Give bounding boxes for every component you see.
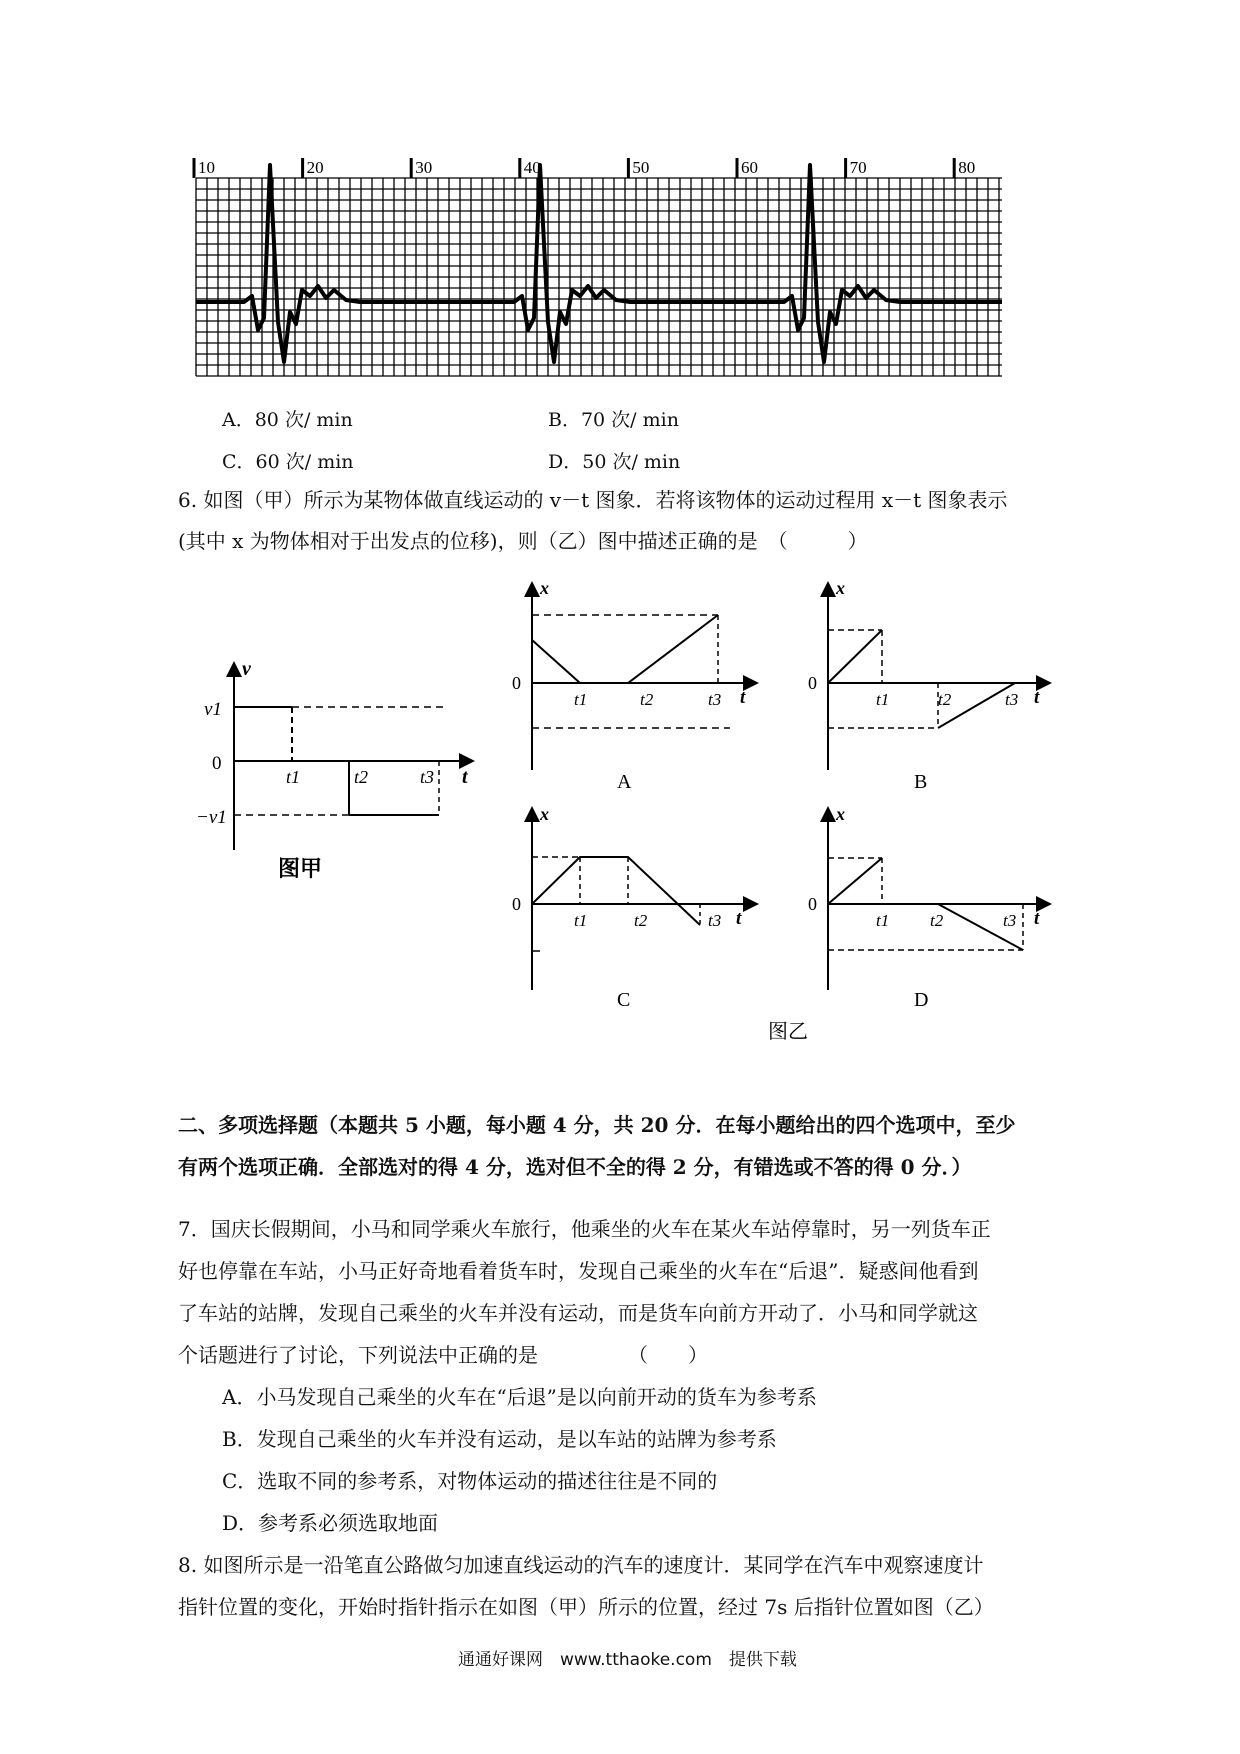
q5-option-a[interactable]: A．80 次/ min [222,409,353,431]
graph-b-x-label: x [836,578,845,598]
v1-label: v1 [204,699,222,720]
section2-heading-line2: 有两个选项正确．全部选对的得 4 分，选对但不全的得 2 分，有错选或不答的得 0 分．） [178,1155,972,1179]
graph-c-t3: t3 [708,911,722,930]
graph-a-x-label: x [540,578,549,598]
q7-option-b[interactable]: B．发现自己乘坐的火车并没有运动，是以车站的站牌为参考系 [222,1427,777,1451]
page-footer: 通通好课网 www.tthaoke.com 提供下载 [458,1650,797,1670]
graph-a-zero: 0 [512,673,521,693]
figure-yi-caption: 图乙 [768,1019,808,1043]
q5-option-d[interactable]: D．50 次/ min [548,451,681,473]
ecg-tick-label: 20 [306,158,324,177]
graph-a-t2: t2 [640,690,654,709]
graph-d-x-label: x [836,804,845,824]
q7-text-line1: 7．国庆长假期间，小马和同学乘火车旅行，他乘坐的火车在某火车站停靠时，另一列货车正 [178,1217,991,1241]
neg-v1-label: −v1 [196,807,227,828]
q7-text-line3: 了车站的站牌，发现自己乘坐的火车并没有运动，而是货车向前方开动了．小马和同学就这 [178,1301,978,1325]
graph-c-t-label: t [736,908,742,929]
graph-b-t3: t3 [1005,690,1019,709]
graph-d-t3: t3 [1003,911,1017,930]
graph-b-label: B [914,771,928,793]
q5-option-b[interactable]: B．70 次/ min [548,409,679,431]
q6-text-line2: (其中 x 为物体相对于出发点的位移)，则（乙）图中描述正确的是 （ ） [178,529,868,553]
graph-d[interactable] [808,804,1048,1011]
graph-b-zero: 0 [808,673,817,693]
figure-jia-vt [196,655,496,890]
q6-text-line1: 6. 如图（甲）所示为某物体做直线运动的 v－t 图象．若将该物体的运动过程用 x－t 图象表示 [178,488,1008,512]
ecg-tick-label: 30 [415,158,433,177]
q5-option-c[interactable]: C．60 次/ min [222,451,354,473]
zero-label: 0 [212,753,222,774]
ecg-tick-label: 40 [523,158,541,177]
ecg-tick-label: 70 [849,158,867,177]
q7-option-d[interactable]: D．参考系必须选取地面 [222,1511,439,1535]
ecg-tick-label: 10 [198,158,215,177]
graph-a-label: A [617,771,632,793]
ecg-tick-label: 80 [958,158,976,177]
graph-d-t-label: t [1034,908,1040,929]
figure-yi-xt [500,570,1070,1045]
graph-a[interactable] [512,578,755,793]
t2-label: t2 [354,767,369,787]
figure-jia-caption: 图甲 [278,857,323,882]
graph-c-zero: 0 [512,894,521,914]
section2-heading-line1: 二、多项选择题（本题共 5 小题，每小题 4 分，共 20 分．在每小题给出的四个选项中，至少 [178,1113,1016,1137]
graph-a-t-label: t [740,687,746,708]
q7-option-c[interactable]: C．选取不同的参考系，对物体运动的描述往往是不同的 [222,1469,718,1493]
ecg-ticks [194,158,975,178]
q8-text-line1: 8. 如图所示是一沿笔直公路做匀加速直线运动的汽车的速度计．某同学在汽车中观察速度计 [178,1553,984,1577]
graph-a-t1: t1 [574,690,588,709]
graph-b[interactable] [808,578,1048,793]
t1-label: t1 [286,767,301,787]
graph-d-label: D [914,989,929,1011]
graph-c-label: C [617,989,631,1011]
graph-d-zero: 0 [808,894,817,914]
graph-b-t1: t1 [876,690,890,709]
v-axis-label: v [242,658,251,680]
graph-c-x-label: x [540,804,549,824]
q8-text-line2: 指针位置的变化，开始时指针指示在如图（甲）所示的位置，经过 7s 后指针位置如图（乙） [178,1595,994,1619]
q7-option-a[interactable]: A．小马发现自己乘坐的火车在“后退”是以向前开动的货车为参考系 [222,1385,817,1409]
ecg-chart [190,150,1030,390]
graph-a-t3: t3 [708,690,722,709]
ecg-grid [196,178,1002,376]
t-axis-label: t [462,766,468,788]
graph-c-t2: t2 [634,911,648,930]
graph-b-t-label: t [1034,687,1040,708]
t3-label: t3 [420,767,435,787]
graph-d-t2: t2 [930,911,944,930]
q7-text-line4: 个话题进行了讨论，下列说法中正确的是 （ ） [178,1343,708,1367]
graph-c-t1: t1 [574,911,588,930]
ecg-tick-label: 50 [632,158,650,177]
ecg-tick-label: 60 [741,158,758,177]
graph-c[interactable] [512,804,755,1011]
q7-text-line2: 好也停靠在车站，小马正好奇地看着货车时，发现自己乘坐的火车在“后退”．疑惑间他看到 [178,1259,979,1283]
graph-d-t1: t1 [876,911,890,930]
graph-b-t2: t2 [938,690,952,709]
